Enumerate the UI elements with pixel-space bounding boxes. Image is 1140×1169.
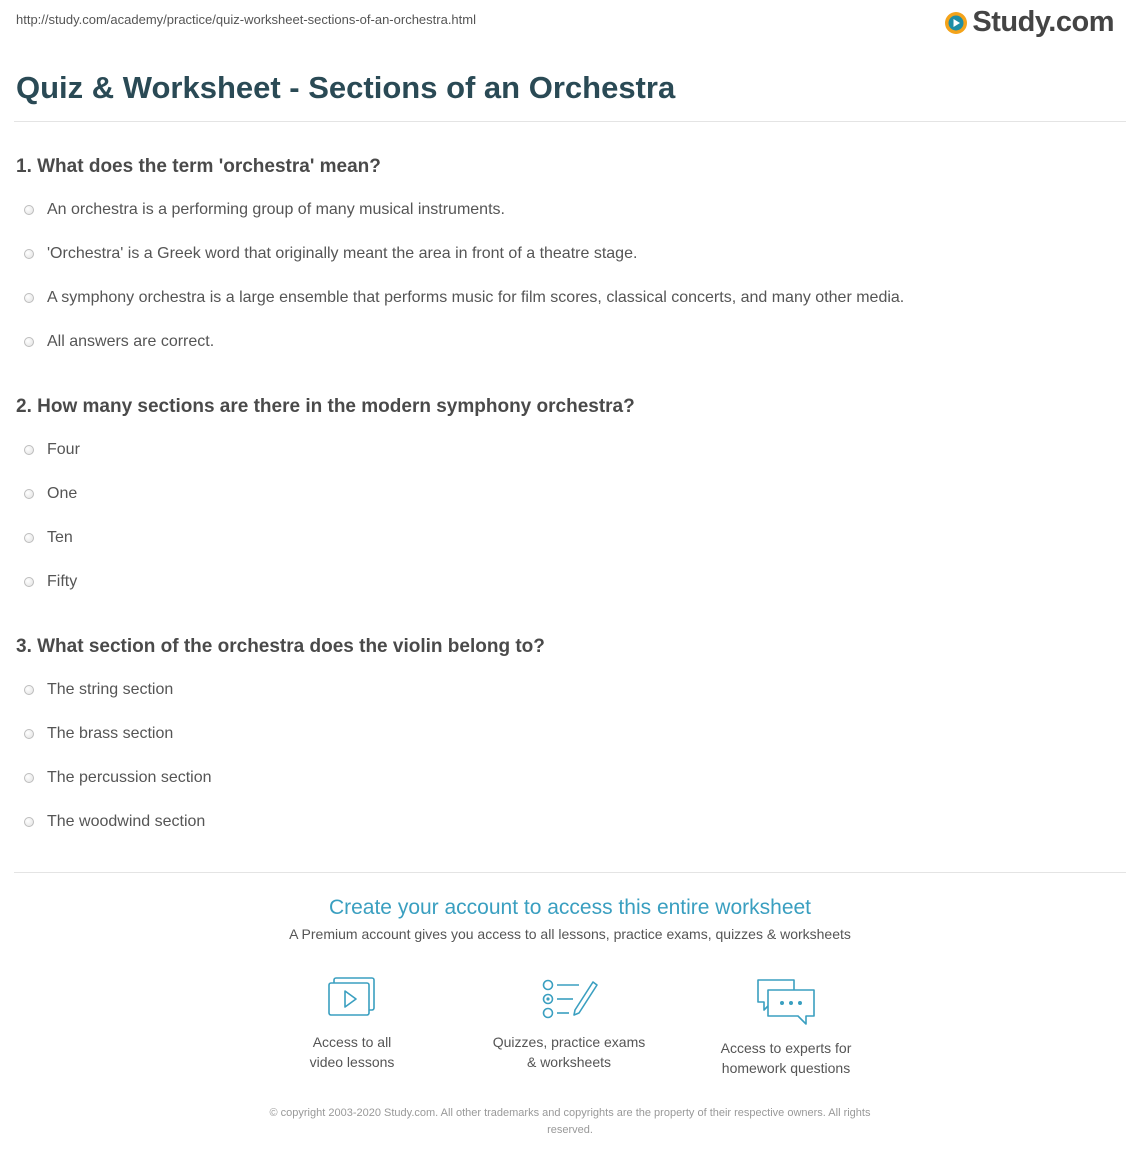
- feature-label-line1: Quizzes, practice exams: [492, 1034, 646, 1050]
- q2-option-3[interactable]: [24, 529, 73, 547]
- option-label: The string section: [47, 681, 174, 698]
- radio-button[interactable]: [24, 445, 34, 455]
- q3-option-2[interactable]: [24, 725, 173, 743]
- create-account-link[interactable]: Create your account to access this entire worksheet: [328, 896, 812, 919]
- q1-option-4[interactable]: [24, 333, 214, 351]
- feature-label-line1: Access to experts for: [720, 1040, 852, 1056]
- q3-option-1[interactable]: [24, 681, 173, 699]
- radio-button[interactable]: [24, 533, 34, 543]
- copyright-line1: © copyright 2003-2020 Study.com. All other trademarks and copyrights are the property of their respective owners. All rights: [269, 1107, 871, 1119]
- radio-button[interactable]: [24, 489, 34, 499]
- feature-video-lessons: [242, 976, 462, 1072]
- feature-label-line2: & worksheets: [526, 1054, 612, 1070]
- feature-label-line1: Access to all: [312, 1034, 392, 1050]
- video-lessons-icon: [325, 976, 379, 1022]
- chat-bubbles-icon: [754, 976, 818, 1028]
- q3-option-4[interactable]: [24, 813, 205, 831]
- radio-button[interactable]: [24, 773, 34, 783]
- feature-label-line2: homework questions: [721, 1060, 851, 1076]
- study-logo[interactable]: [944, 6, 1114, 39]
- question-1: 1. What does the term 'orchestra' mean?: [16, 156, 381, 177]
- feature-label-line2: video lessons: [309, 1054, 395, 1070]
- radio-button[interactable]: [24, 685, 34, 695]
- q3-option-3[interactable]: [24, 769, 212, 787]
- option-label: One: [47, 485, 78, 502]
- option-label: Fifty: [47, 573, 78, 590]
- study-play-icon: [944, 11, 968, 35]
- option-label: The brass section: [47, 725, 174, 742]
- radio-button[interactable]: [24, 337, 34, 347]
- option-label: The percussion section: [47, 769, 212, 786]
- option-label: A symphony orchestra is a large ensemble that performs music for film scores, classical concerts, and many other media.: [47, 289, 905, 306]
- option-label: The woodwind section: [47, 813, 206, 830]
- option-label: 'Orchestra' is a Greek word that originally meant the area in front of a theatre stage.: [47, 245, 638, 262]
- title-divider: [14, 121, 1126, 122]
- section-divider: [14, 872, 1126, 873]
- radio-button[interactable]: [24, 817, 34, 827]
- option-label: An orchestra is a performing group of many musical instruments.: [47, 201, 505, 218]
- option-label: Four: [47, 441, 80, 458]
- feature-quizzes: [459, 976, 679, 1072]
- page-url: http://study.com/academy/practice/quiz-worksheet-sections-of-an-orchestra.html: [16, 12, 476, 27]
- quiz-checklist-icon: [539, 976, 599, 1022]
- q2-option-1[interactable]: [24, 441, 80, 459]
- q1-option-3[interactable]: [24, 289, 904, 307]
- logo-text: Study.com: [972, 6, 1114, 38]
- q1-option-1[interactable]: [24, 201, 505, 219]
- question-3: 3. What section of the orchestra does the violin belong to?: [16, 636, 545, 657]
- option-label: All answers are correct.: [47, 333, 215, 350]
- radio-button[interactable]: [24, 577, 34, 587]
- premium-description: A Premium account gives you access to all lessons, practice exams, quizzes & worksheets: [289, 926, 851, 942]
- radio-button[interactable]: [24, 293, 34, 303]
- copyright-line2: reserved.: [547, 1124, 593, 1136]
- radio-button[interactable]: [24, 205, 34, 215]
- page-title: Quiz & Worksheet - Sections of an Orchestra: [16, 70, 676, 105]
- q2-option-2[interactable]: [24, 485, 77, 503]
- copyright-notice: [0, 1105, 1140, 1139]
- question-2: 2. How many sections are there in the modern symphony orchestra?: [16, 396, 635, 417]
- q2-option-4[interactable]: [24, 573, 77, 591]
- option-label: Ten: [47, 529, 73, 546]
- q1-option-2[interactable]: [24, 245, 637, 263]
- radio-button[interactable]: [24, 249, 34, 259]
- feature-experts: [676, 976, 896, 1078]
- radio-button[interactable]: [24, 729, 34, 739]
